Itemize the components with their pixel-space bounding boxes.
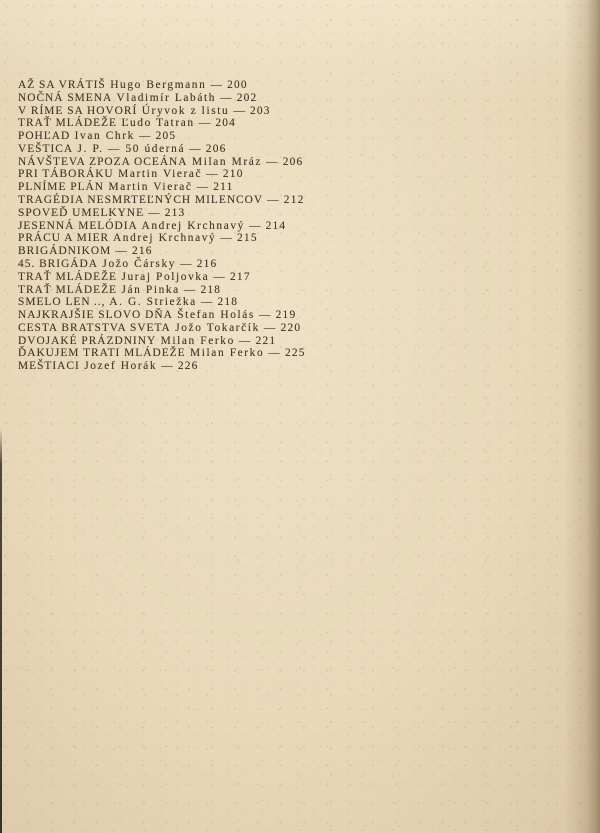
toc-entry-title: PLNÍME PLÁN (18, 181, 104, 194)
toc-entry-page-number: 213 (164, 206, 186, 219)
toc-entry (18, 207, 578, 220)
toc-entry-author: Ľudo Tatran (117, 117, 195, 130)
toc-entry-author: Martin Vierač (113, 168, 203, 181)
toc-entry-page-number: 206 (282, 155, 304, 168)
toc-entry-author: Hugo Bergmann (105, 79, 207, 91)
toc-entry (18, 232, 578, 245)
toc-entry-title: SMELO LEN .., (18, 296, 106, 309)
toc-entry-page-number: 214 (265, 219, 287, 232)
toc-entry (18, 143, 578, 156)
toc-entry-page-number: 220 (280, 321, 302, 334)
toc-entry-title: DVOJAKÉ PRÁZDNINY (18, 334, 157, 347)
toc-entry (18, 296, 578, 309)
toc-entry-author: Andrej Krchnavý (109, 232, 217, 245)
toc-entry-author: Juraj Poljovka (117, 270, 210, 283)
toc-entry-dash: — (244, 219, 266, 232)
toc-entry-page-number: 211 (213, 181, 234, 194)
toc-entry-author: Jožo Tokarčík (170, 321, 260, 334)
toc-entry-title: PRÁCU A MIER (18, 232, 110, 245)
toc-entry-dash: — (185, 142, 206, 155)
toc-entry-title: PRI TÁBORÁKU (18, 168, 114, 181)
toc-entry-page-number: 205 (155, 130, 177, 143)
toc-entry-dash: — (262, 155, 283, 168)
toc-entry-title: JESENNÁ MELÓDIA (18, 219, 138, 232)
toc-entry-dash: — (234, 334, 256, 347)
toc-entry-author: Milan Ferko (156, 334, 235, 347)
toc-entry-dash: — (196, 296, 218, 309)
toc-entry (18, 258, 578, 271)
toc-entry (18, 156, 578, 169)
toc-entry-page-number: 216 (196, 257, 218, 270)
toc-entry-title: TRAŤ MLÁDEŽE (18, 270, 117, 283)
toc-entry-page-number: 204 (215, 117, 237, 130)
toc-entry-dash: — (216, 232, 238, 245)
table-of-contents (18, 79, 578, 373)
toc-entry-dash: — (254, 309, 276, 322)
toc-entry-dash: — (134, 130, 156, 143)
toc-entry-dash: — (259, 321, 281, 334)
toc-entry-page-number: 210 (222, 168, 244, 181)
toc-entry-dash: — (111, 245, 132, 258)
toc-entry (18, 105, 578, 118)
toc-entry-page-number: 200 (227, 79, 248, 91)
toc-entry-page-number: 202 (236, 91, 258, 104)
toc-entry (18, 130, 578, 143)
toc-entry-dash: — (202, 168, 223, 181)
toc-entry-author: Milan Ferko (185, 347, 265, 360)
toc-entry-title: SPOVEĎ UMELKYNE (18, 206, 145, 219)
toc-entry-dash: — (216, 91, 237, 104)
toc-entry-title: NÁVŠTEVA ZPOZA OCEÁNA (18, 155, 188, 168)
toc-entry-dash: — (157, 360, 178, 373)
toc-entry (18, 347, 578, 360)
toc-entry-author: Vladimír Labáth (112, 91, 217, 104)
toc-entry-page-number: 221 (255, 334, 277, 347)
toc-entry (18, 322, 578, 335)
toc-entry-title: TRAGÉDIA NESMRTEĽNÝCH MILENCOV (18, 194, 264, 207)
toc-entry-title: TRAŤ MLÁDEŽE (18, 117, 117, 130)
toc-entry-dash: — (206, 79, 228, 91)
toc-entry-title: TRAŤ MLÁDEŽE (18, 283, 117, 296)
toc-entry-title: ĎAKUJEM TRATI MLÁDEŽE (18, 347, 186, 360)
toc-entry (18, 117, 578, 130)
toc-entry-dash: — (229, 104, 250, 117)
toc-entry-page-number: 206 (205, 142, 227, 155)
toc-entry-page-number: 218 (200, 283, 222, 296)
toc-entry (18, 309, 578, 322)
toc-entry-title: V RÍME SA HOVORÍ (18, 104, 138, 117)
toc-entry (18, 181, 578, 194)
toc-entry (18, 92, 578, 105)
toc-entry-page-number: 217 (230, 270, 251, 283)
toc-entry-author: Ivan Chrk (70, 130, 135, 143)
toc-entry-dash: — (263, 194, 284, 207)
toc-entry-author: J. P. — 50 úderná (73, 142, 186, 155)
toc-entry-page-number: 215 (237, 232, 258, 245)
toc-entry-author: Ján Pinka (117, 283, 180, 296)
toc-entry-page-number: 218 (217, 296, 239, 309)
toc-entry-title: MEŠTIACI (18, 360, 80, 373)
toc-entry-author: Jozef Horák (79, 360, 158, 373)
toc-entry-dash: — (179, 283, 201, 296)
toc-entry-title: NAJKRAJŠIE SLOVO DŇA (18, 309, 173, 322)
toc-entry-page-number: 219 (275, 309, 297, 322)
toc-entry-dash: — (144, 206, 165, 219)
toc-entry-title: VEŠTICA (18, 142, 74, 155)
toc-entry-page-number: 212 (283, 194, 305, 207)
toc-entry-page-number: 203 (250, 104, 271, 117)
toc-entry-dash: — (194, 117, 216, 130)
toc-entry (18, 284, 578, 297)
toc-entry-author: Jožo Čársky (97, 257, 177, 270)
toc-entry (18, 360, 578, 373)
toc-entry-title: 45. BRIGÁDA (18, 257, 98, 270)
toc-entry-title: POHĽAD (18, 130, 71, 143)
toc-entry-author: A. G. Striežka (105, 296, 197, 309)
toc-entry-title: CESTA BRATSTVA SVETA (18, 321, 171, 334)
toc-entry (18, 168, 578, 181)
toc-entry-page-number: 216 (131, 245, 153, 258)
toc-entry (18, 79, 578, 92)
toc-entry-title: AŽ SA VRÁTIŠ (18, 79, 106, 91)
toc-entry-dash: — (192, 181, 214, 194)
toc-entry-author: Štefan Holás (172, 309, 255, 322)
toc-entry-author: Andrej Krchnavý (137, 219, 245, 232)
toc-entry (18, 245, 578, 258)
toc-entry-dash: — (264, 347, 285, 360)
toc-entry (18, 335, 578, 348)
toc-entry-title: BRIGÁDNIKOM (18, 245, 112, 258)
toc-entry (18, 271, 578, 284)
toc-entry-title: NOČNÁ SMENA (18, 91, 113, 104)
toc-entry (18, 220, 578, 233)
toc-entry-dash: — (176, 257, 197, 270)
scan-edge-left-line (0, 428, 2, 833)
toc-entry (18, 194, 578, 207)
toc-entry-page-number: 226 (177, 360, 199, 373)
toc-entry-page-number: 225 (284, 347, 306, 360)
toc-entry-author: Úryvok z listu (137, 104, 230, 117)
toc-entry-author: Milan Mráz (187, 155, 263, 168)
scan-edge-right-shadow (586, 0, 600, 833)
toc-entry-author: Martin Vierač (104, 181, 193, 194)
toc-entry-dash: — (209, 270, 231, 283)
